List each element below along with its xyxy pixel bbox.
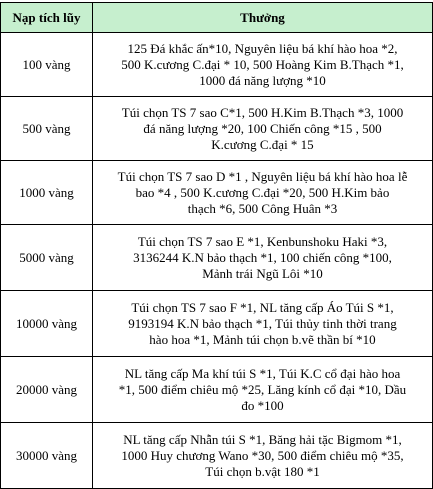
reward-line: 500 K.cương C.đại * 10, 500 Hoàng Kim B.Thạch *1,: [121, 56, 404, 72]
reward-line: bao *4 , 500 K.cương C.đại *20, 500 H.Kim bảo: [135, 184, 390, 200]
reward-cell: [93, 357, 433, 423]
reward-line: Mảnh trái Ngũ Lôi *10: [202, 265, 323, 281]
reward-table: [0, 2, 433, 489]
reward-line: *1, 500 điểm chiêu mộ *25, Lăng kính cổ đại *10, Dầu: [118, 381, 407, 397]
reward-line: đo *100: [241, 397, 284, 413]
header-reward: Thưởng: [93, 3, 433, 33]
reward-line: Túi chọn b.vật 180 *1: [205, 463, 320, 479]
table-row: [1, 423, 433, 489]
reward-line: Túi chọn TS 7 sao C*1, 500 H.Kim B.Thạch *3, 1000: [121, 104, 404, 120]
header-row: [1, 3, 433, 33]
reward-line: NL tăng cấp Ma khí túi S *1, Túi K.C cổ đại hào hoa: [124, 365, 401, 381]
tier-cell: 10000 vàng: [1, 291, 93, 357]
reward-line: thạch *6, 500 Công Huân *3: [187, 200, 338, 216]
reward-cell: [93, 225, 433, 291]
reward-cell: [93, 97, 433, 161]
header-cumulative-topup: Nạp tích lũy: [1, 3, 93, 33]
reward-line: đá năng lượng *20, 100 Chiến công *15 , 500: [143, 120, 382, 136]
reward-line: 3136244 K.N bảo thạch *1, 100 chiến công *100,: [133, 249, 392, 265]
tier-cell: 20000 vàng: [1, 357, 93, 423]
tier-cell: 5000 vàng: [1, 225, 93, 291]
reward-cell: [93, 161, 433, 225]
reward-cell: [93, 33, 433, 97]
table-row: [1, 97, 433, 161]
reward-cell: [93, 423, 433, 489]
reward-line: K.cương C.đại * 15: [211, 136, 314, 152]
reward-line: 9193194 K.N bảo thạch *1, Túi thủy tinh thời trang: [128, 315, 397, 331]
tier-cell: 30000 vàng: [1, 423, 93, 489]
table-row: [1, 225, 433, 291]
reward-cell: [93, 291, 433, 357]
reward-line: Túi chọn TS 7 sao D *1 , Nguyên liệu bá khí hào hoa lễ: [117, 168, 408, 184]
reward-line: NL tăng cấp Nhẫn túi S *1, Băng hải tặc Bigmom *1,: [123, 431, 402, 447]
table-row: [1, 357, 433, 423]
reward-line: Túi chọn TS 7 sao E *1, Kenbunshoku Haki *3,: [137, 233, 388, 249]
reward-line: Túi chọn TS 7 sao F *1, NL tăng cấp Áo Túi S *1,: [131, 299, 394, 315]
reward-line: 1000 Huy chương Wano *30, 500 điểm chiêu mộ *35,: [121, 447, 404, 463]
tier-cell: 1000 vàng: [1, 161, 93, 225]
reward-line: hào hoa *1, Mảnh túi chọn b.vẽ thần bí *10: [149, 331, 376, 347]
tier-cell: 500 vàng: [1, 97, 93, 161]
table-row: [1, 33, 433, 97]
reward-line: 125 Đá khắc ấn*10, Nguyên liệu bá khí hào hoa *2,: [127, 40, 398, 56]
table-row: [1, 291, 433, 357]
reward-line: 1000 đá năng lượng *10: [199, 72, 326, 88]
tier-cell: 100 vàng: [1, 33, 93, 97]
table-row: [1, 161, 433, 225]
